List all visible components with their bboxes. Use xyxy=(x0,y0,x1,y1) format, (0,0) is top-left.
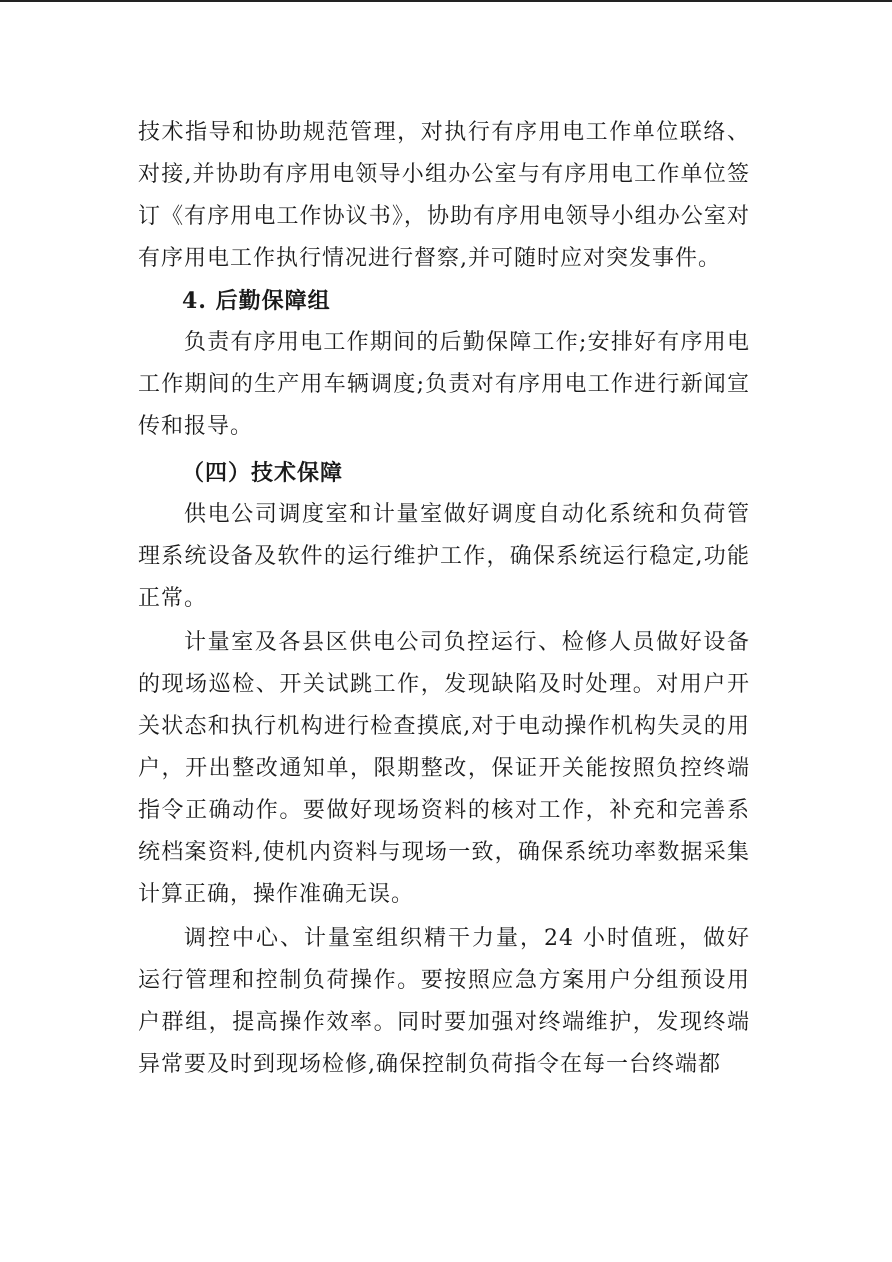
paragraph-coordination: 技术指导和协助规范管理，对执行有序用电工作单位联络、对接,并协助有序用电领导小组办公室与有序用电工作单位签订《有序用电工作协议书》，协助有序用电领导小组办公室对有序用电工作执行情况进行督察,并可随时应对突发事件。 xyxy=(138,120,750,271)
paragraph-metering-inspection: 计量室及各县区供电公司负控运行、检修人员做好设备的现场巡检、开关试跳工作，发现缺陷及时处理。对用户开关状态和执行机构进行检查摸底,对于电动操作机构失灵的用户，开出整改通知单，限期整改，保证开关能按照负控终端指令正确动作。要做好现场资料的核对工作，补充和完善系统档案资料,使机内资料与现场一致，确保系统功率数据采集计算正确，操作准确无误。 xyxy=(138,630,750,907)
page-top-border xyxy=(0,0,892,2)
paragraph-logistics: 负责有序用电工作期间的后勤保障工作;安排好有序用电工作期间的生产用车辆调度;负责对有序用电工作进行新闻宣传和报导。 xyxy=(138,330,750,439)
paragraph-control-center: 调控中心、计量室组织精干力量，24 小时值班，做好运行管理和控制负荷操作。要按照应急方案用户分组预设用户群组，提高操作效率。同时要加强对终端维护，发现终端异常要及时到现场检修,确保控制负荷指令在每一台终端都 xyxy=(138,926,750,1077)
heading-technical-support: （四）技术保障 xyxy=(182,460,344,486)
document-body xyxy=(138,112,750,1086)
paragraph-dispatch-maintenance: 供电公司调度室和计量室做好调度自动化系统和负荷管理系统设备及软件的运行维护工作，确保系统运行稳定,功能正常。 xyxy=(138,502,750,611)
heading-logistics-group: 4. 后勤保障组 xyxy=(182,288,331,314)
